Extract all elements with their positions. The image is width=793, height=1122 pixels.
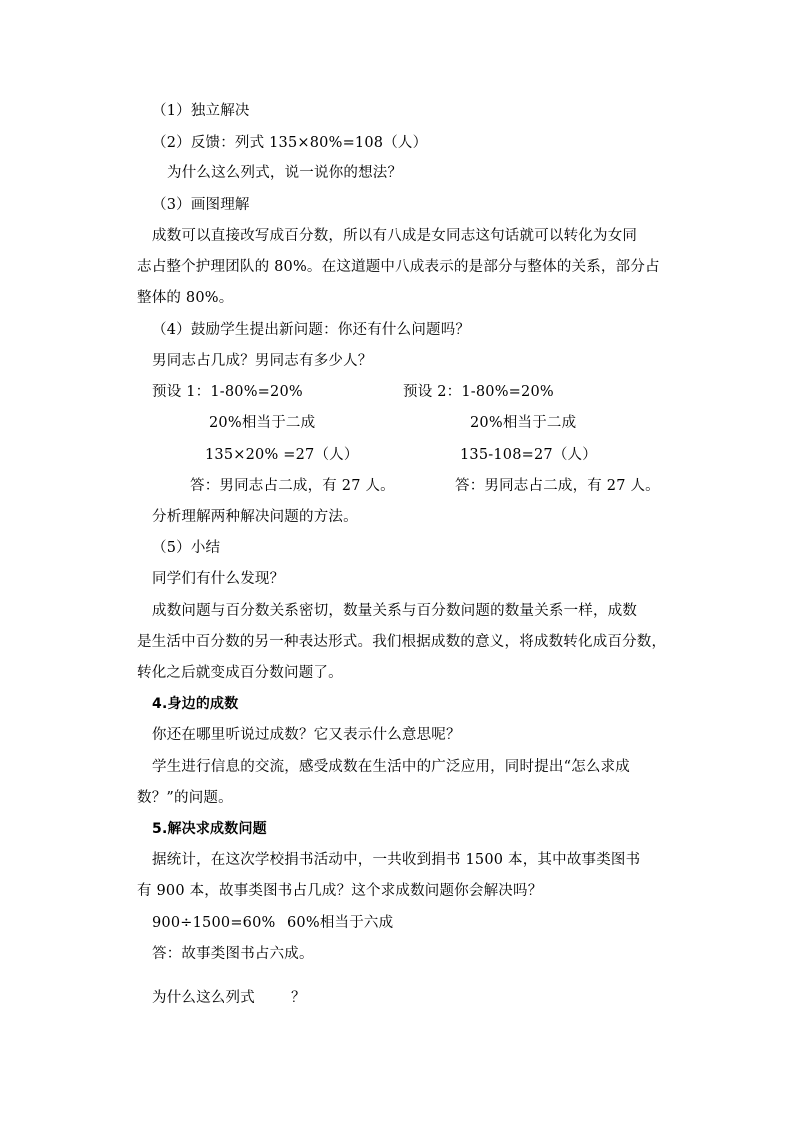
question-mark: ？ <box>291 990 306 1006</box>
section-4-heading: 4.身边的成数 <box>152 696 239 712</box>
step-3-drawing: （3）画图理解 <box>152 197 250 213</box>
section-5-heading: 5.解决求成数问题 <box>152 821 267 837</box>
step-2-feedback: （2）反馈：列式 135×80%=108（人） <box>152 135 428 151</box>
paragraph-1-line-2: 志占整个护理团队的 80%。在这道题中八成表示的是部分与整体的关系，部分占 <box>137 259 660 275</box>
step-4-new-question: （4）鼓励学生提出新问题：你还有什么问题吗？ <box>152 322 471 338</box>
paragraph-1-line-1: 成数可以直接改写成百分数，所以有八成是女同志这句话就可以转化为女同 <box>152 228 638 244</box>
paragraph-2-line-2: 是生活中百分数的另一种表达形式。我们根据成数的意义，将成数转化成百分数， <box>137 634 667 650</box>
question-men: 男同志占几成？男同志有多少人？ <box>152 353 373 369</box>
preset-1-step-c: 135×20% =27（人） <box>205 447 359 463</box>
calculation-division: 900÷1500=60% <box>152 915 276 931</box>
question-why-formula: 为什么这么列式 <box>152 990 255 1006</box>
paragraph-4-line-1: 据统计，在这次学校捐书活动中，一共收到捐书 1500 本，其中故事类图书 <box>152 852 641 868</box>
preset-2-step-a: 预设 2：1-80%=20% <box>403 384 554 400</box>
paragraph-3-line-2: 数？”的问题。 <box>137 790 233 806</box>
paragraph-2-line-3: 转化之后就变成百分数问题了。 <box>137 665 343 681</box>
paragraph-1-line-3: 整体的 80%。 <box>137 290 234 306</box>
preset-1-step-b: 20%相当于二成 <box>209 415 316 431</box>
question-discovery: 同学们有什么发现？ <box>152 571 285 587</box>
preset-2-step-b: 20%相当于二成 <box>470 415 577 431</box>
calculation-conversion: 60%相当于六成 <box>287 915 394 931</box>
analysis-line: 分析理解两种解决问题的方法。 <box>152 509 358 525</box>
question-why: 为什么这么列式，说一说你的想法？ <box>167 165 403 181</box>
question-where: 你还在哪里听说过成数？它又表示什么意思呢？ <box>152 727 461 743</box>
preset-1-step-a: 预设 1：1-80%=20% <box>152 384 303 400</box>
answer-line: 答：故事类图书占六成。 <box>152 946 314 962</box>
preset-2-answer: 答：男同志占二成，有 27 人。 <box>455 478 660 494</box>
preset-1-answer: 答：男同志占二成，有 27 人。 <box>190 478 395 494</box>
step-5-summary: （5）小结 <box>152 540 221 556</box>
paragraph-3-line-1: 学生进行信息的交流，感受成数在生活中的广泛应用，同时提出“怎么求成 <box>152 759 631 775</box>
paragraph-2-line-1: 成数问题与百分数关系密切，数量关系与百分数问题的数量关系一样，成数 <box>152 603 638 619</box>
paragraph-4-line-2: 有 900 本，故事类图书占几成？这个求成数问题你会解决吗？ <box>137 883 543 899</box>
preset-2-step-c: 135-108=27（人） <box>460 447 597 463</box>
step-1-independent: （1）独立解决 <box>152 103 250 119</box>
